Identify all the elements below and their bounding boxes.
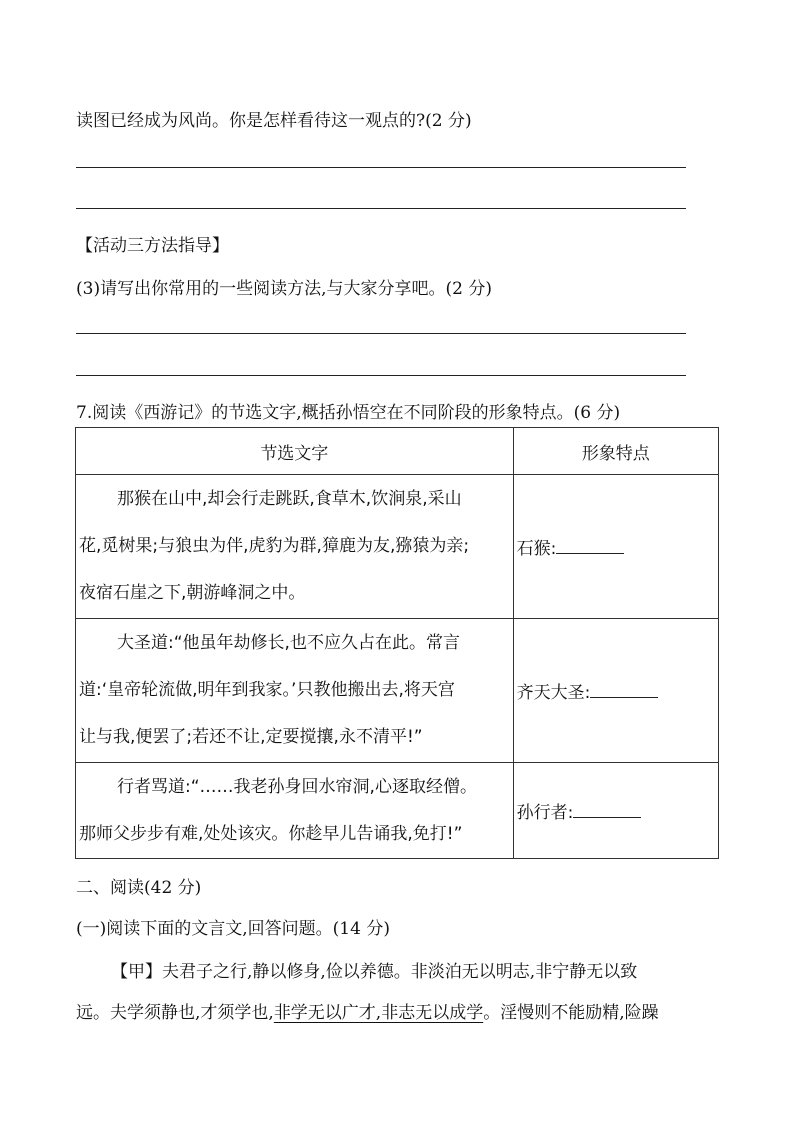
answer-line-3 bbox=[76, 333, 686, 334]
excerpt-line: 花,觅树果;与狼虫为伴,虎豹为群,獐鹿为友,猕猿为亲; bbox=[79, 536, 470, 556]
excerpt-line: 行者骂道:“……我老孙身回水帘洞,心逐取经僧。 bbox=[117, 776, 477, 797]
trait-label: 齐天大圣: bbox=[516, 683, 591, 703]
underlined-sentence: 非学无以广才,非志无以成学 bbox=[273, 1003, 484, 1023]
excerpt-cell bbox=[76, 763, 514, 859]
passage-text: 。淫慢则不能励精,险躁 bbox=[483, 1003, 659, 1023]
answer-line-4 bbox=[76, 375, 686, 376]
section-2-heading: 二、阅读(42 分) bbox=[76, 878, 202, 898]
fill-blank[interactable] bbox=[573, 803, 641, 818]
table-row bbox=[76, 619, 719, 763]
excerpt-cell bbox=[76, 619, 514, 763]
header-traits: 形象特点 bbox=[513, 428, 718, 475]
excerpt-line: 大圣道:“他虽年劫修长,也不应久占在此。常言 bbox=[117, 633, 460, 653]
fill-blank[interactable] bbox=[590, 683, 658, 698]
table-row bbox=[76, 475, 719, 619]
trait-cell bbox=[513, 763, 718, 859]
question-7: 7.阅读《西游记》的节选文字,概括孙悟空在不同阶段的形象特点。(6 分) bbox=[76, 403, 621, 423]
header-excerpt: 节选文字 bbox=[76, 428, 514, 475]
subsection-1-heading: (一)阅读下面的文言文,回答问题。(14 分) bbox=[76, 919, 390, 939]
activity-3-heading: 【活动三方法指导】 bbox=[76, 236, 229, 256]
trait-label: 石猴: bbox=[516, 539, 557, 559]
excerpt-line: 夜宿石崖之下,朝游峰洞之中。 bbox=[79, 583, 306, 603]
passage-line-2 bbox=[76, 998, 659, 1023]
excerpt-line: 让与我,便罢了;若还不让,定要搅攘,永不清平!” bbox=[79, 727, 423, 747]
excerpt-table bbox=[75, 427, 719, 859]
excerpt-line: 那师父步步有难,处处该灾。你趁早儿告诵我,免打!” bbox=[79, 823, 463, 844]
trait-label: 孙行者: bbox=[516, 803, 574, 823]
table-header-row bbox=[76, 428, 719, 475]
table-row bbox=[76, 763, 719, 859]
excerpt-line: 道:‘皇帝轮流做,明年到我家。’只教他搬出去,将天宫 bbox=[79, 680, 455, 700]
question-6-3: (3)请写出你常用的一些阅读方法,与大家分享吧。(2 分) bbox=[76, 279, 492, 299]
passage-text: 远。夫学须静也,才须学也, bbox=[76, 1003, 274, 1023]
excerpt-cell bbox=[76, 475, 514, 619]
passage-line-1: 【甲】夫君子之行,静以修身,俭以养德。非淡泊无以明志,非宁静无以致 bbox=[111, 962, 638, 982]
fill-blank[interactable] bbox=[556, 539, 624, 554]
excerpt-line: 那猴在山中,却会行走跳跃,食草木,饮涧泉,采山 bbox=[117, 489, 462, 509]
trait-cell bbox=[513, 475, 718, 619]
answer-line-1 bbox=[76, 167, 686, 168]
answer-line-2 bbox=[76, 208, 686, 209]
trait-cell bbox=[513, 619, 718, 763]
question-6-continuation: 读图已经成为风尚。你是怎样看待这一观点的?(2 分) bbox=[76, 111, 472, 131]
